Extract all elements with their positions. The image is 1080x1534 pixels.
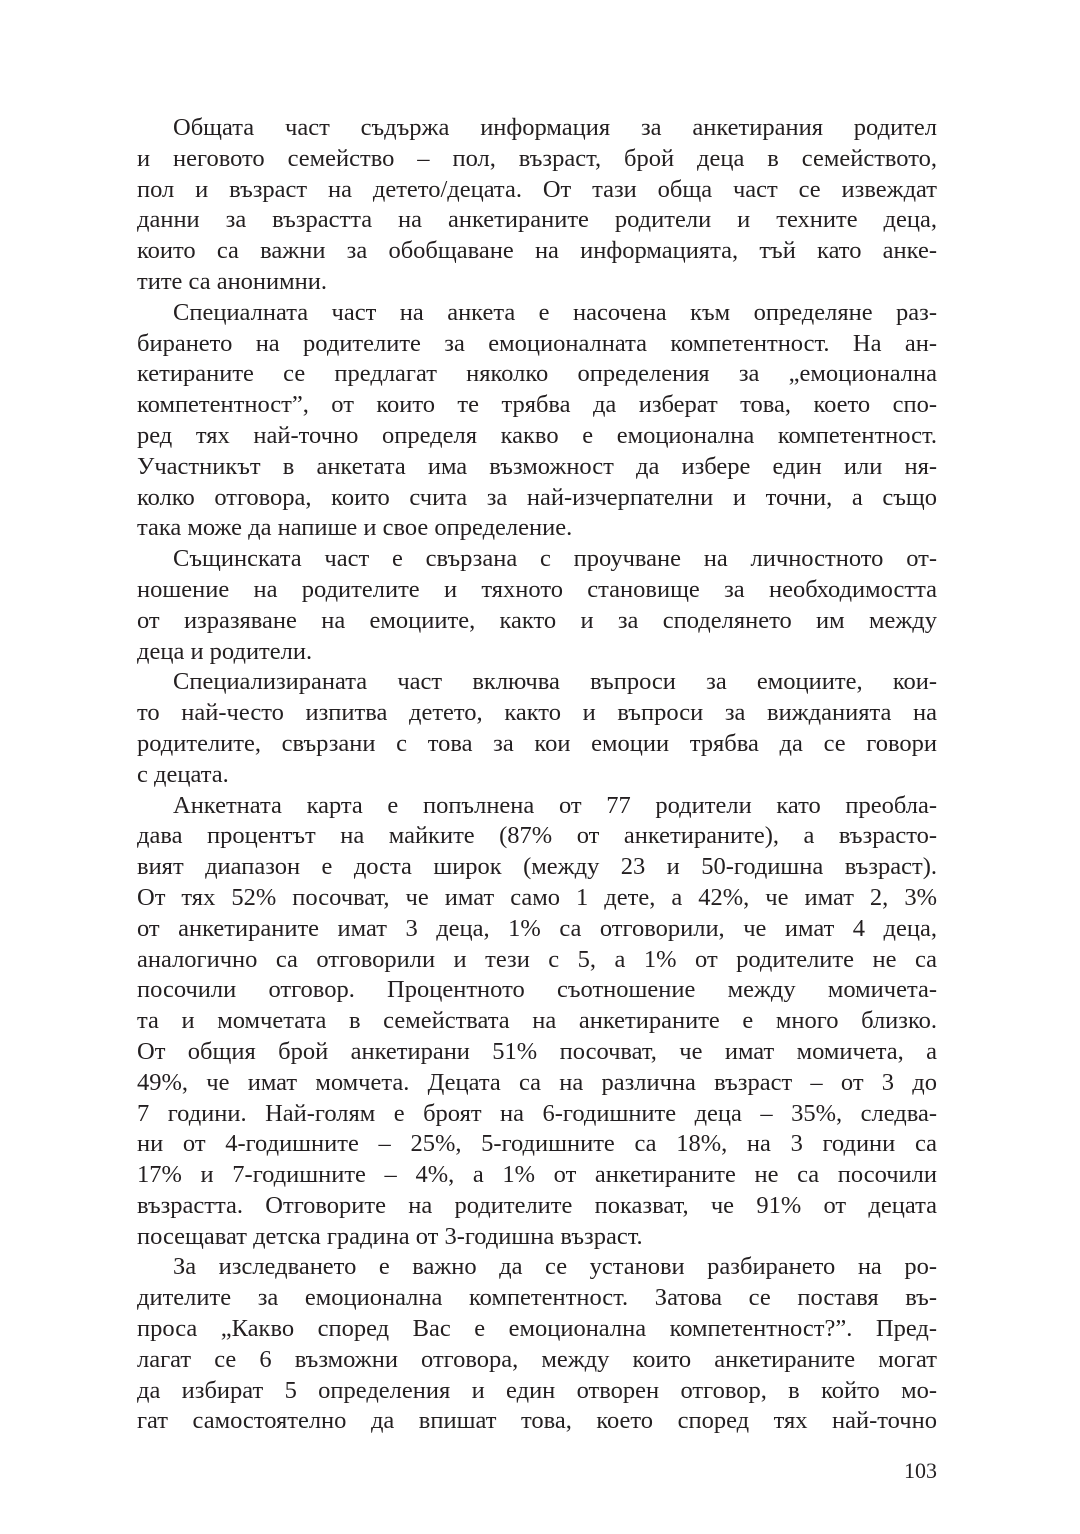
text-line: данни за възрастта на анкетираните родители и техните деца, [137, 206, 937, 234]
paragraph [137, 544, 937, 667]
text-line: аналогично са отговорили и тези с 5, а 1% от родителите не са [137, 945, 937, 973]
text-line: дителите за емоционална компетентност. Затова се поставя въ- [137, 1284, 937, 1312]
paragraph [137, 1252, 937, 1437]
text-line: Същинската част е свързана с проучване на личностното от- [173, 545, 937, 573]
page-body [137, 113, 937, 1437]
text-line: та и момчетата в семействата на анкетираните е много близко. [137, 1007, 937, 1035]
text-line: и неговото семейство – пол, възраст, брой деца в семейството, [137, 144, 937, 172]
text-line: от изразяване на емоциите, както и за споделянето им между [137, 606, 937, 634]
text-line: Участникът в анкетата има възможност да избере един или ня- [137, 452, 937, 480]
text-line: колко отговора, които счита за най-изчерпателни и точни, а също [137, 483, 937, 511]
text-line: родителите, свързани с това за кои емоции трябва да се говори [137, 729, 937, 757]
text-line: посещават детска градина от 3-годишна възраст. [137, 1222, 643, 1250]
page-number: 103 [904, 1458, 937, 1483]
text-line: 49%, че имат момчета. Децата са на различна възраст – от 3 до [137, 1068, 937, 1096]
text-line: пол и възраст на детето/децата. От тази обща част се извеждат [137, 175, 937, 203]
text-line: гат самостоятелно да впишат това, което според тях най-точно [137, 1407, 937, 1435]
text-line: то най-често изпитва детето, както и въпроси за вижданията на [137, 699, 937, 727]
text-line: посочили отговор. Процентното съотношение между момичета- [137, 976, 937, 1004]
text-line: За изследването е важно да се установи разбирането на ро- [173, 1253, 937, 1281]
text-line: които са важни за обобщаване на информацията, тъй като анке- [137, 237, 937, 265]
text-line: кетираните се предлагат няколко определения за „емоционална [137, 360, 937, 388]
text-line: възрастта. Отговорите на родителите показват, че 91% от децата [137, 1191, 937, 1219]
paragraph [137, 298, 937, 544]
paragraph [137, 667, 937, 790]
text-line: Анкетната карта е попълнена от 77 родители като преобла- [173, 791, 937, 819]
text-line: деца и родители. [137, 637, 313, 665]
text-line: От тях 52% посочват, че имат само 1 дете, а 42%, че имат 2, 3% [137, 883, 937, 911]
paragraph [137, 113, 937, 298]
text-line: От общия брой анкетирани 51% посочват, че имат момичета, а [137, 1037, 937, 1065]
text-line: ред тях най-точно определя какво е емоционална компетентност. [137, 421, 937, 449]
text-line: 17% и 7-годишните – 4%, а 1% от анкетираните не са посочили [137, 1161, 937, 1189]
text-line: вият диапазон е доста широк (между 23 и 50-годишна възраст). [137, 853, 937, 881]
text-line: Общата част съдържа информация за анкетирания родител [173, 114, 937, 141]
text-line: Специализираната част включва въпроси за емоциите, кои- [173, 668, 937, 696]
text-line: лагат се 6 възможни отговора, между които анкетираните могат [137, 1345, 937, 1373]
text-line: дава процентът на майките (87% от анкетираните), а възрасто- [137, 822, 937, 850]
text-line: да избират 5 определения и един отворен отговор, в който мо- [137, 1376, 937, 1404]
text-line: с децата. [137, 760, 229, 788]
text-line: 7 години. Най-голям е броят на 6-годишните деца – 35%, следва- [137, 1099, 937, 1127]
text-line: тите са анонимни. [137, 267, 328, 295]
text-line: Специалната част на анкета е насочена към определяне раз- [173, 298, 937, 326]
text-line: така може да напише и свое определение. [137, 514, 573, 542]
text-line: бирането на родителите за емоционалната компетентност. На ан- [137, 329, 937, 357]
paragraph [137, 791, 937, 1253]
text-line: компетентност”, от които те трябва да изберат това, което спо- [137, 391, 937, 419]
text-line: от анкетираните имат 3 деца, 1% са отговорили, че имат 4 деца, [137, 914, 937, 942]
text-line: ношение на родителите и тяхното становище за необходимостта [137, 575, 937, 603]
text-line: проса „Какво според Вас е емоционална компетентност?”. Пред- [137, 1315, 937, 1343]
text-line: ни от 4-годишните – 25%, 5-годишните са 18%, на 3 години са [137, 1130, 937, 1158]
